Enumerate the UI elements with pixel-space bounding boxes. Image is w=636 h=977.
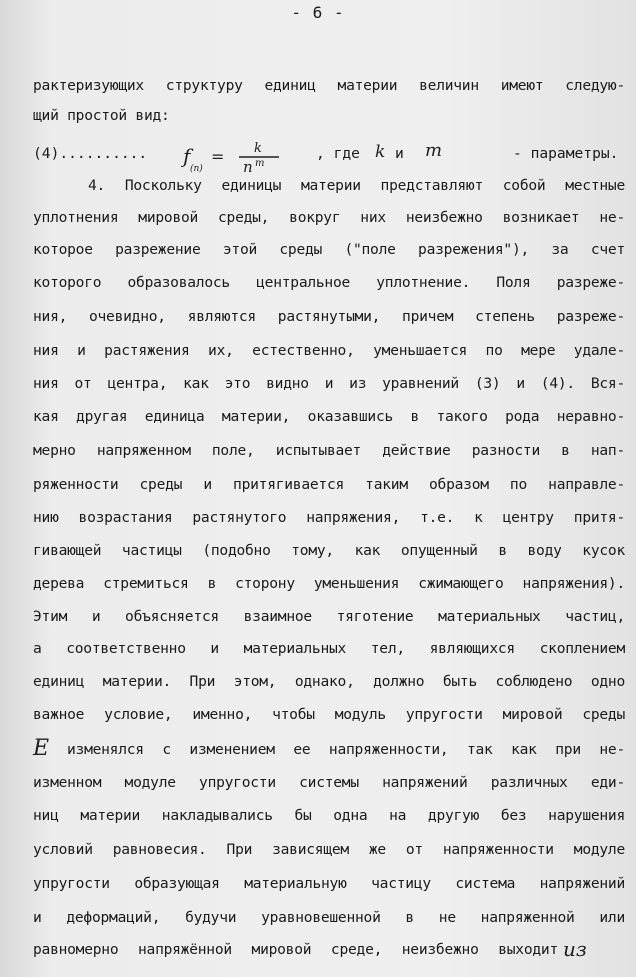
formula-k-symbol: k — [375, 142, 386, 162]
handwritten-word: из — [563, 937, 587, 961]
text-line: нию возрастания растянутого напряжения, т.е. к центру притя- — [33, 509, 625, 526]
text-line: дерева стремиться в сторону уменьшения сжимающего напряжения). — [33, 575, 625, 592]
text-line: гивающей частицы (подобно тому, как опущенный в воду кусок — [33, 542, 625, 559]
formula-exponent: m — [255, 158, 265, 169]
text-line: кая другая единица материи, оказавшись в такого рода неравно- — [33, 408, 625, 425]
formula-line — [33, 138, 633, 178]
formula-numerator: k — [254, 141, 262, 156]
text-line: и деформаций, будучи уравновешенной в не напряженной или — [33, 909, 625, 926]
text-line: мерно напряженном поле, испытывает действие разности в нап- — [33, 442, 625, 459]
text-line: упругости образующая материальную частицу система напряжений — [33, 875, 625, 892]
text-line: рактеризующих структуру единиц материи величин имеют следую- — [33, 77, 625, 94]
text-line: важное условие, именно, чтобы модуль упругости мировой среды — [33, 706, 625, 723]
text-line: единиц материи. При этом, однако, должно быть соблюдено одно — [33, 673, 625, 690]
text-line: ния от центра, как это видно и из уравнений (3) и (4). Вся- — [33, 375, 625, 392]
text-line: а соответственно и материальных тел, являющихся скоплением — [33, 640, 625, 657]
formula-eq: = — [211, 147, 225, 166]
handwritten-epsilon: E — [33, 736, 50, 761]
formula-number: (4).......... — [33, 145, 148, 162]
text-line: ния, очевидно, являются растянутыми, причем степень разреже- — [33, 308, 625, 325]
text-line: 4. Поскольку единицы материи представляют собой местные — [88, 177, 625, 194]
text-line: которое разрежение этой среды ("поле разрежения"), за счет — [33, 241, 625, 258]
page-number: - 6 - — [291, 3, 345, 22]
formula-where: , где — [316, 145, 360, 162]
text-line: ряженности среды и притягивается таким образом по направле- — [33, 476, 625, 493]
text-line: которого образовалось центральное уплотнение. Поля разреже- — [33, 274, 625, 291]
formula-params: - параметры. — [513, 145, 619, 162]
text-line: равномерно напряжённой мировой среде, неизбежно выходит — [33, 941, 558, 958]
text-line: условий равновесия. При зависящем же от напряженности модуле — [33, 841, 625, 858]
formula-lhs-f: ƒ — [183, 144, 191, 168]
text-line: изменном модуле упругости системы напряжений различных еди- — [33, 774, 625, 791]
text-line: изменялся с изменением ее напряженности, так как при не- — [67, 741, 625, 758]
formula-denominator: n — [243, 158, 253, 176]
formula-m-symbol: m — [425, 140, 443, 161]
text-line: ниц материи накладывались бы одна на другую без нарушения — [33, 807, 625, 824]
text-line: уплотнения мировой среды, вокруг них неизбежно возникает не- — [33, 209, 625, 226]
handwritten-formula — [181, 138, 296, 176]
formula-and: и — [395, 145, 404, 162]
text-line: ния и растяжения их, естественно, уменьшается по мере удале- — [33, 342, 625, 359]
text-line: Этим и объясняется взаимное тяготение материальных частиц, — [33, 608, 625, 625]
formula-lhs-sub: (n) — [190, 164, 203, 174]
text-line: щий простой вид: — [33, 107, 170, 124]
